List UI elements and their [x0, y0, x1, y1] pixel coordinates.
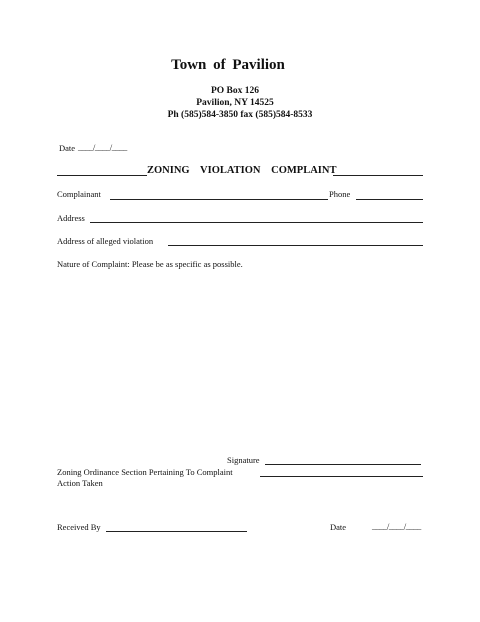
date-field[interactable]: ____/____/____ — [78, 142, 127, 152]
ordinance-label: Zoning Ordinance Section Pertaining To Complaint — [57, 467, 233, 477]
signature-label: Signature — [227, 455, 260, 465]
ordinance-field[interactable] — [260, 476, 423, 477]
phone-field[interactable] — [356, 199, 423, 200]
date2-label: Date — [330, 522, 347, 532]
contact-line: Ph (585)584-3850 fax (585)584-8533 — [167, 110, 313, 120]
received-by-field[interactable] — [106, 531, 247, 532]
address-label: Address — [57, 213, 85, 223]
date2-field[interactable]: ____/____/____ — [372, 521, 421, 531]
address-line-2: Pavilion, NY 14525 — [196, 98, 274, 108]
phone-label: Phone — [329, 189, 351, 199]
address-field[interactable] — [90, 222, 423, 223]
address-line-1: PO Box 126 — [210, 86, 260, 96]
heading-rule-left — [57, 175, 147, 176]
nature-label: Nature of Complaint: Please be as specific as possible. — [57, 259, 243, 269]
date-label: Date — [59, 143, 76, 153]
page-title: Town of Pavilion — [171, 57, 285, 73]
alleged-address-field[interactable] — [168, 245, 423, 246]
form-heading: ZONING VIOLATION COMPLAINT — [147, 165, 337, 176]
complainant-field[interactable] — [110, 199, 328, 200]
complainant-label: Complainant — [57, 189, 101, 199]
action-taken-label: Action Taken — [57, 478, 103, 488]
alleged-address-label: Address of alleged violation — [57, 236, 154, 246]
received-by-label: Received By — [57, 522, 101, 532]
nature-text-area[interactable] — [57, 272, 423, 442]
heading-rule-right — [333, 175, 423, 176]
signature-field[interactable] — [265, 464, 421, 465]
